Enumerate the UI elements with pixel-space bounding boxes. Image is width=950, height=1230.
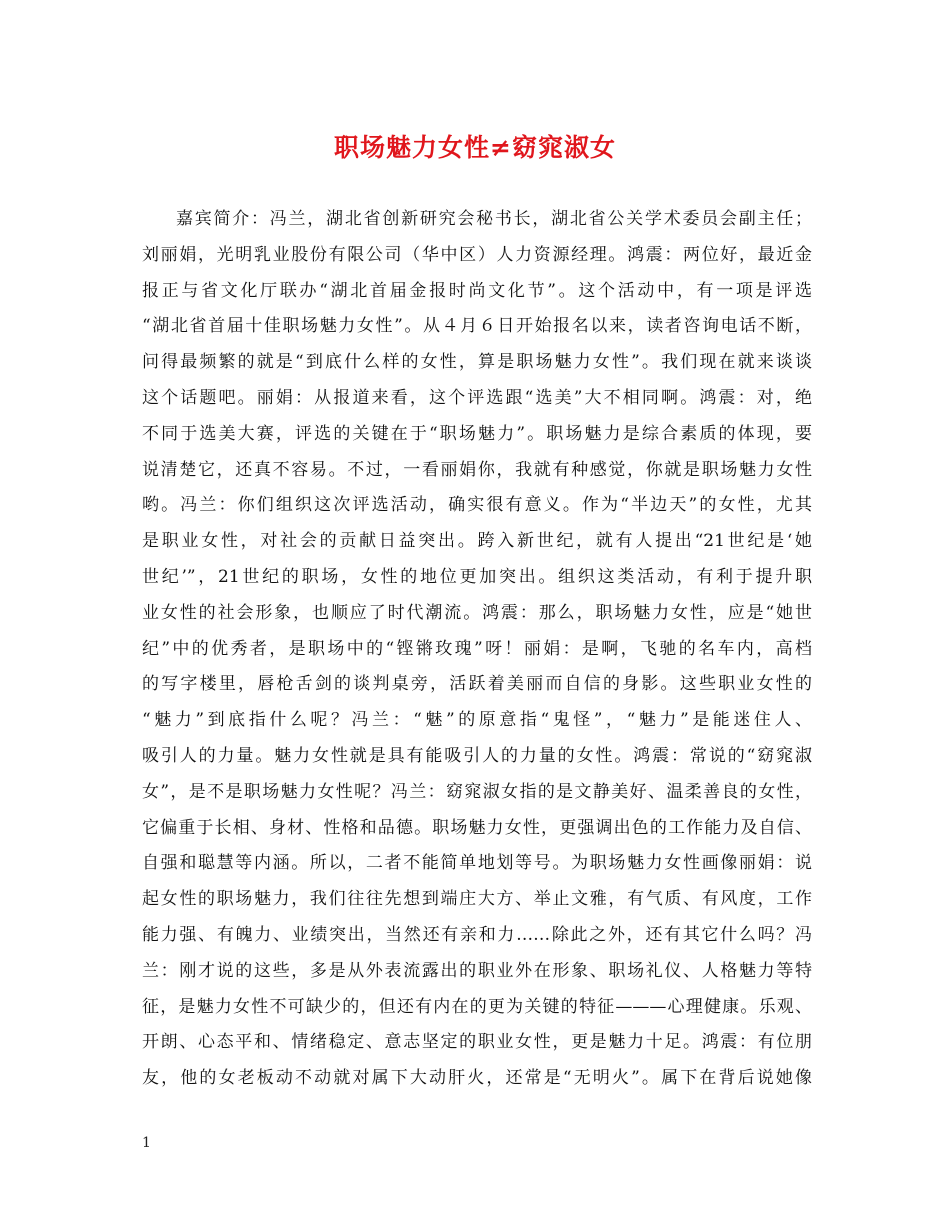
text-line: 说清楚它，还真不容易。不过，一看丽娟你，我就有种感觉，你就是职场魅力女性	[142, 459, 812, 480]
text-line: 自强和聪慧等内涵。所以，二者不能简单地划等号。为职场魅力女性画像丽娟：说	[142, 853, 812, 874]
page-number: 1	[142, 1135, 151, 1151]
text-line: 哟。冯兰：你们组织这次评选活动，确实很有意义。作为“半边天”的女性，尤其	[142, 495, 812, 516]
text-line: 女”，是不是职场魅力女性呢？冯兰：窈窕淑女指的是文静美好、温柔善良的女性，	[142, 781, 812, 802]
text-line: 业女性的社会形象，也顺应了时代潮流。鸿震：那么，职场魅力女性，应是“她世	[142, 602, 812, 623]
article-body	[142, 202, 812, 1097]
text-line: 问得最频繁的就是“到底什么样的女性，算是职场魅力女性”。我们现在就来谈谈	[142, 352, 812, 373]
text-line: 开朗、心态平和、情绪稳定、意志坚定的职业女性，更是魅力十足。鸿震：有位朋	[142, 1032, 812, 1053]
text-line: 嘉宾简介：冯兰，湖北省创新研究会秘书长，湖北省公关学术委员会副主任；	[176, 209, 812, 229]
text-line: 是职业女性，对社会的贡献日益突出。跨入新世纪，就有人提出“21世纪是‘她	[142, 531, 812, 552]
text-line: 不同于选美大赛，评选的关键在于“职场魅力”。职场魅力是综合素质的体现，要	[142, 423, 812, 444]
text-line: 兰：刚才说的这些，多是从外表流露出的职业外在形象、职场礼仪、人格魅力等特	[142, 960, 812, 981]
text-line: 刘丽娟，光明乳业股份有限公司（华中区）人力资源经理。鸿震：两位好，最近金	[142, 244, 812, 265]
text-line: 纪”中的优秀者，是职场中的“铿锵玫瑰”呀！丽娟：是啊，飞驰的名车内，高档	[142, 638, 812, 659]
document-title: 职场魅力女性≠窈窕淑女	[334, 133, 616, 162]
text-line: 征，是魅力女性不可缺少的，但还有内在的更为关键的特征———心理健康。乐观、	[142, 996, 812, 1017]
text-line: 能力强、有魄力、业绩突出，当然还有亲和力……除此之外，还有其它什么吗？冯	[142, 924, 812, 945]
text-line: 这个话题吧。丽娟：从报道来看，这个评选跟“选美”大不相同啊。鸿震：对，绝	[142, 387, 812, 408]
text-line: 起女性的职场魅力，我们往往先想到端庄大方、举止文雅，有气质、有风度，工作	[142, 889, 812, 910]
text-line: “湖北省首届十佳职场魅力女性”。从４月６日开始报名以来，读者咨询电话不断，	[142, 316, 812, 337]
text-line: 它偏重于长相、身材、性格和品德。职场魅力女性，更强调出色的工作能力及自信、	[142, 817, 812, 838]
text-line: 报正与省文化厅联办“湖北首届金报时尚文化节”。这个活动中，有一项是评选	[142, 280, 812, 301]
text-line: “魅力”到底指什么呢？冯兰：“魅”的原意指“鬼怪”，“魅力”是能迷住人、	[142, 710, 812, 731]
text-line: 的写字楼里，唇枪舌剑的谈判桌旁，活跃着美丽而自信的身影。这些职业女性的	[142, 674, 812, 695]
text-line: 友，他的女老板动不动就对属下大动肝火，还常是“无明火”。属下在背后说她像	[142, 1068, 812, 1089]
text-line: 世纪’”，21世纪的职场，女性的地位更加突出。组织这类活动，有利于提升职	[142, 566, 812, 587]
text-line: 吸引人的力量。魅力女性就是具有能吸引人的力量的女性。鸿震：常说的“窈窕淑	[142, 745, 812, 766]
